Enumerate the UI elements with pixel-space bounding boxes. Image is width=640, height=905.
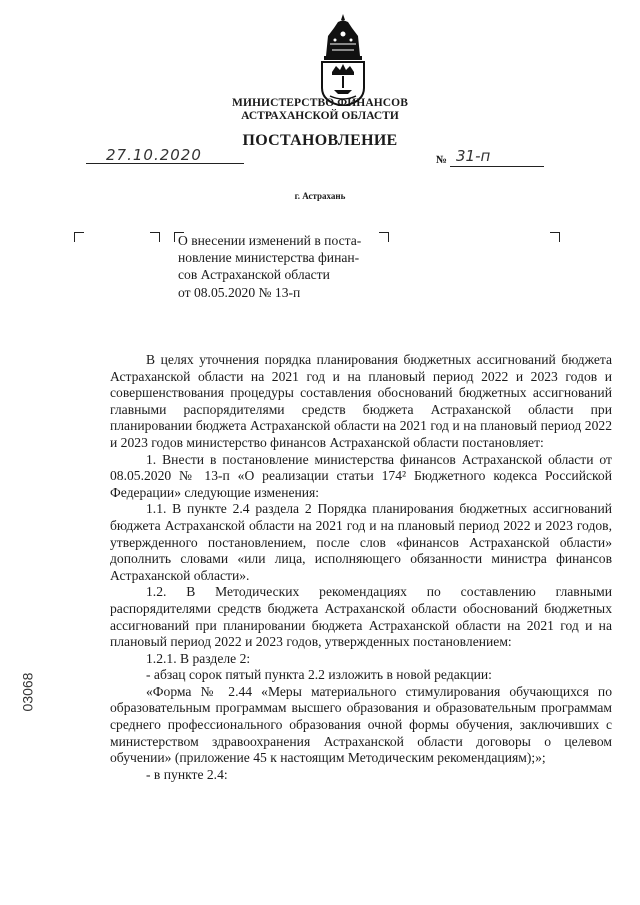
corner-mark: [550, 232, 560, 242]
subject-line: О внесении изменений в поста-: [178, 233, 362, 248]
document-number: 31-п: [456, 147, 491, 165]
body-paragraph: 1.1. В пункте 2.4 раздела 2 Порядка планирования бюджетных ассигнований бюджета Астраханской области на 2021 год и на плановый период 2022 и 2023 годов, утвержденного постановлением, после слов «финансов Астраханской области» дополнить словами «или лица, исполняющего обязанности министра финансов Астраханской области».: [110, 501, 612, 583]
city-name: г. Астрахань: [294, 191, 346, 201]
body-paragraph: 1.2.1. В разделе 2:: [146, 650, 251, 666]
document-type-title: ПОСТАНОВЛЕНИЕ: [242, 132, 398, 149]
body-paragraph: 1.2. В Методических рекомендациях по составлению главными распорядителями средств бюджета Астраханской области обоснований бюджетных ассигнований при планировании бюджета Астраханской области на 2021 год и на плановый период 2022 и 2023 годов, утвержденных постановлением:: [110, 584, 612, 650]
subject-line: новление министерства финан-: [178, 250, 360, 266]
body-paragraph: В целях уточнения порядка планирования бюджетных ассигнований бюджета Астраханской области на 2021 год и на плановый период 2022 и 2023 годов и совершенствования процедуры составления обоснований бюджетных ассигнований главными распорядителями средств бюджета Астраханской области при планировании бюджета Астраханской области на 2021 год и на плановый период 2022 и 2023 годов министерство финансов Астраханской области постановляет:: [110, 352, 612, 450]
number-label: №: [436, 154, 448, 166]
ministry-name-line2: АСТРАХАНСКОЙ ОБЛАСТИ: [241, 110, 399, 122]
ministry-name-line1: МИНИСТЕРСТВО ФИНАНСОВ: [231, 97, 408, 109]
subject-line: от 08.05.2020 № 13-п: [178, 284, 301, 300]
body-paragraph: - в пункте 2.4:: [146, 766, 228, 782]
document-date: 27.10.2020: [106, 146, 202, 164]
body-paragraph: «Форма № 2.44 «Меры материального стимулирования обучающихся по образовательным программам высшего образования и образовательным программам среднего профессионального образования очной формы обучения, заключивших с министерством здравоохранения Астраханской области договоры о целевом обучении» (приложение 45 к настоящим Методическим рекомендациям);»;: [110, 683, 612, 766]
body-paragraph: 1. Внести в постановление министерства финансов Астраханской области от 08.05.2020 № 13-п «О реализации статьи 174² Бюджетного кодекса Российской Федерации» следующие изменения:: [110, 451, 612, 500]
number-underline: [450, 166, 544, 167]
coat-of-arms-icon: [318, 14, 368, 106]
corner-mark: [150, 232, 160, 242]
stamp-number: 03068: [19, 672, 36, 712]
body-paragraph: - абзац сорок пятый пункта 2.2 изложить в новой редакции:: [146, 667, 492, 683]
subject-line: сов Астраханской области: [178, 267, 330, 283]
document-subject: [178, 232, 398, 301]
registration-stamp: [18, 668, 48, 718]
date-underline: [86, 163, 244, 164]
document-body: [110, 352, 612, 783]
corner-mark: [74, 232, 84, 242]
